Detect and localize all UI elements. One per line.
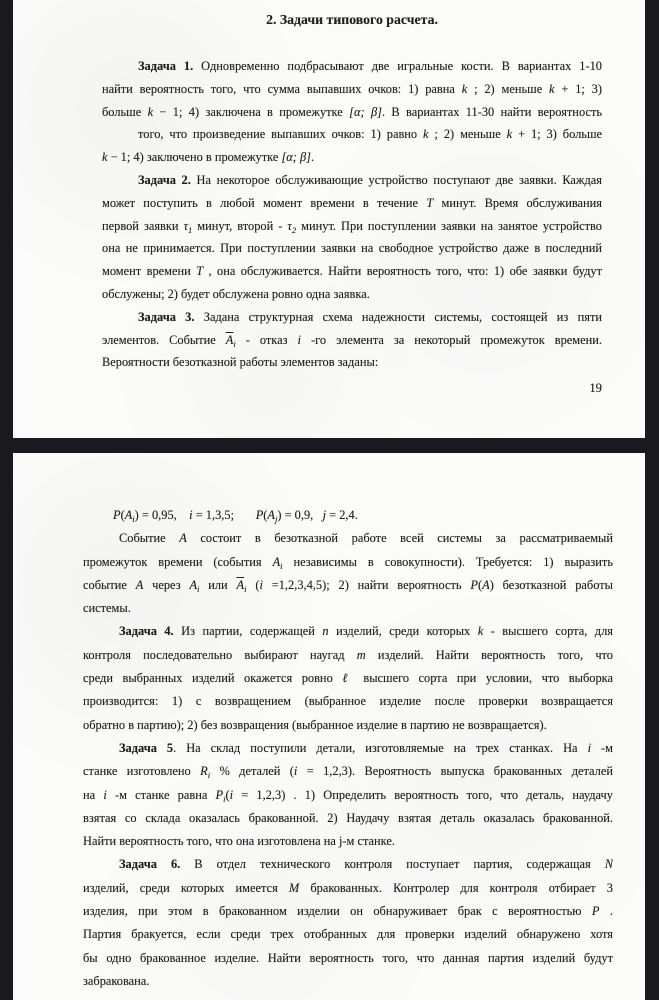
text-line <box>102 329 602 352</box>
text-segment: изделий, среди которых имеется <box>83 880 289 895</box>
text-line <box>83 714 613 737</box>
text-segment: A <box>482 577 490 592</box>
text-segment: =1,2,3,4,5); 2) найти вероятность <box>262 577 471 592</box>
text-segment: промежуток времени (события <box>83 554 273 569</box>
text-segment: P <box>215 787 224 802</box>
text-segment: ( <box>225 787 230 802</box>
text-segment: изделий, среди которых <box>328 624 478 639</box>
text-segment: [α; β] <box>349 104 382 119</box>
text-segment: Партия бракуется, если среди трех отобранных для проверки изделий обнаружено хотя <box>83 927 613 942</box>
text-segment: + 1; 3) <box>554 81 602 96</box>
text-line <box>83 690 613 713</box>
text-segment: $\overline{A}$ <box>236 577 245 592</box>
text-segment: - высшего сорта, для <box>483 624 613 639</box>
text-segment: i <box>103 787 107 802</box>
text-segment: - отказ <box>235 332 298 347</box>
text-segment: k <box>477 624 484 639</box>
text-line <box>83 947 613 970</box>
text-segment: m <box>356 647 366 662</box>
text-segment: независимы в совокупности). Требуется: 1) выразить <box>282 554 613 569</box>
text-segment: i <box>244 583 247 594</box>
text-segment: i <box>587 740 592 755</box>
text-segment: высшего сорта при условии, что выборка <box>353 671 613 686</box>
text-segment: = 1,2,3). Вероятность выпуска бракованных деталей <box>297 764 613 779</box>
text-line <box>102 192 602 215</box>
text-line <box>83 830 613 853</box>
text-segment: τ <box>183 218 189 233</box>
text-segment: i <box>293 764 298 779</box>
text-segment: ) = 0,95, <box>134 508 190 522</box>
text-segment: N <box>604 857 613 872</box>
text-segment: [α; β] <box>281 150 311 165</box>
text-segment: изделий. Найти вероятность того, что <box>365 647 613 662</box>
text-segment: T <box>426 195 434 210</box>
text-segment: Из партии, содержащей <box>173 624 323 639</box>
text-segment: ( <box>120 508 125 522</box>
text-segment: В отдел технического контроля поступает партия, содержащая <box>180 857 605 872</box>
text-segment: i <box>132 514 135 524</box>
text-segment: i <box>233 338 236 349</box>
text-segment: она не принимается. При поступлении заявки на свободное устройство даже в последний <box>102 241 602 256</box>
text-segment: станке изготовлено <box>83 764 201 779</box>
text-line <box>83 760 613 783</box>
text-segment: Одновременно подбрасывают две игральные кости. В вариантах 1-10 <box>193 59 602 73</box>
text-segment: ( <box>477 577 483 592</box>
text-segment: состоит в безотказной работе всей системы за рассматриваемый <box>186 531 613 546</box>
text-line <box>83 620 613 643</box>
text-segment: бы одно бракованное изделие. Найти вероятность того, что данная партия изделий будут <box>83 950 613 965</box>
text-segment: Задача 2. <box>138 172 191 187</box>
text-segment: элементов. Событие <box>102 332 226 347</box>
text-line <box>102 283 602 306</box>
text-segment: , она обслуживается. Найти вероятность того, что: 1) обе заявки будут <box>203 264 602 279</box>
text-segment: может поступить в любой момент времени в течение <box>102 195 427 210</box>
text-line <box>102 146 602 169</box>
text-segment: . В вариантах 11-30 найти вероятность <box>381 104 602 119</box>
page-number: 19 <box>589 381 602 396</box>
text-segment: k <box>147 104 154 119</box>
text-segment: = 1,3,5; <box>192 508 256 522</box>
text-segment: + 1; 3) больше <box>512 127 602 142</box>
text-segment: забракована. <box>83 973 150 988</box>
text-segment: P <box>113 508 121 522</box>
text-segment: или <box>199 577 237 592</box>
text-segment: Задача 1. <box>138 59 194 73</box>
text-segment: ( <box>263 508 268 522</box>
text-segment: i <box>223 793 226 804</box>
text-segment: обратно в партию); 2) без возвращения (выбранное изделие в партию не возвращается). <box>83 717 547 732</box>
text-line <box>83 644 613 667</box>
text-segment: ; 2) меньше <box>467 81 550 96</box>
text-segment: − 1; 4) заключено в промежутке <box>107 150 282 165</box>
text-segment: взятая со склада оказалась бракованной. 2) Наудачу взятая деталь оказалась бракованной. <box>83 810 613 825</box>
text-line <box>102 215 602 238</box>
text-segment: . <box>310 150 315 165</box>
text-segment: изделия, при этом в бракованном изделии он обнаруживает брак с вероятностью <box>83 904 592 919</box>
text-line <box>83 877 613 900</box>
text-segment: A <box>179 531 187 546</box>
text-segment: Задача 6. <box>119 857 181 872</box>
text-line <box>83 970 613 993</box>
text-line <box>102 78 602 101</box>
text-segment: n <box>322 624 329 639</box>
text-segment: A <box>272 554 281 569</box>
page-1-text <box>102 55 602 374</box>
text-segment: момент времени <box>102 264 197 279</box>
text-line <box>102 351 602 374</box>
text-segment: i <box>189 508 193 522</box>
text-segment: j <box>322 508 327 522</box>
text-line <box>102 123 602 146</box>
text-segment: k <box>506 127 513 142</box>
text-segment: i <box>197 583 200 594</box>
text-segment: ) = 0,9, <box>277 508 323 522</box>
text-segment: k <box>461 81 468 96</box>
text-segment: 2 <box>291 224 297 235</box>
text-segment: бракованных. Контролер для контроля отбирает 3 <box>299 880 613 895</box>
text-segment: минут. Время обслуживания <box>433 195 602 210</box>
text-segment: Вероятности безотказной работы элементов заданы: <box>102 355 379 370</box>
text-segment: i <box>280 560 283 571</box>
document-page-2 <box>13 453 645 1000</box>
page-2-text <box>83 504 613 993</box>
text-segment: M <box>288 880 300 895</box>
text-segment: 1 <box>188 224 193 235</box>
text-line <box>83 737 613 760</box>
text-segment: % деталей ( <box>210 764 294 779</box>
text-line <box>102 101 602 124</box>
text-line <box>83 923 613 946</box>
text-segment: A <box>124 508 133 522</box>
text-line <box>83 597 613 620</box>
text-segment: -го элемента за некоторый промежуток времени. <box>300 332 602 347</box>
text-segment: T <box>196 264 204 279</box>
text-segment: . На склад поступили детали, изготовляемые на трех станках. На <box>173 740 588 755</box>
text-segment: . <box>599 904 613 919</box>
text-segment: τ <box>287 218 292 233</box>
text-segment: A <box>135 577 144 592</box>
text-segment: -м <box>591 740 613 755</box>
text-segment: На некоторое обслуживающие устройство поступают две заявки. Каждая <box>190 172 602 187</box>
text-segment: = 1,2,3) . 1) Определить вероятность того, что деталь, наудачу <box>233 787 613 802</box>
text-line <box>83 551 613 574</box>
text-segment: ℓ <box>342 671 354 686</box>
text-segment: Событие <box>119 531 180 546</box>
text-segment: ) безотказной работы <box>489 577 613 592</box>
text-segment: k <box>549 81 555 96</box>
page-2-content <box>13 453 645 993</box>
text-segment: P <box>255 508 264 522</box>
text-segment: ( <box>246 577 260 592</box>
text-segment: обслужены; 2) будет обслужена ровно одна заявка. <box>102 286 370 301</box>
text-segment: = 2,4. <box>326 508 358 522</box>
text-segment: больше <box>102 104 148 119</box>
text-segment: P <box>591 904 600 919</box>
text-segment: событие <box>83 577 136 592</box>
text-line <box>83 853 613 876</box>
text-segment: системы. <box>83 601 131 616</box>
text-segment: Задача 3. <box>138 309 195 324</box>
text-segment: на <box>83 787 104 802</box>
text-segment: первой заявки <box>102 218 184 233</box>
text-segment: A <box>189 577 198 592</box>
text-line <box>102 260 602 283</box>
text-line <box>83 574 613 597</box>
text-segment: A <box>267 508 275 522</box>
text-segment: Задача 5 <box>119 740 174 755</box>
text-segment: ; 2) меньше <box>428 127 507 142</box>
text-line <box>83 807 613 830</box>
text-segment: i <box>229 787 234 802</box>
text-segment: минут, второй - <box>192 218 288 233</box>
text-segment: минут. При поступлении заявки на занятое устройство <box>296 218 602 233</box>
text-segment: контроля последовательно выбирают наугад <box>83 647 357 662</box>
text-segment: через <box>143 577 190 592</box>
text-segment: среди выбранных изделий окажется ровно <box>83 671 343 686</box>
text-segment: i <box>259 577 263 592</box>
text-line <box>102 306 602 329</box>
text-segment: k <box>423 127 429 142</box>
text-segment: Задача 4. <box>119 624 174 639</box>
text-segment: i <box>297 332 301 347</box>
text-segment: Задана структурная схема надежности системы, состоящей из пяти <box>194 309 602 324</box>
text-segment: j <box>275 514 278 524</box>
text-segment: R <box>200 764 208 779</box>
text-line <box>102 55 602 78</box>
text-line <box>83 784 613 807</box>
text-segment: i <box>207 770 211 781</box>
text-line <box>83 527 613 550</box>
text-segment: того, что произведение выпавших очков: 1) равно <box>138 127 424 142</box>
text-segment: $\overline{A}$ <box>225 332 234 347</box>
text-segment: k <box>102 150 108 165</box>
text-segment: P <box>470 577 478 592</box>
text-segment: Найти вероятность того, что она изготовлена на j-м станке. <box>83 834 395 849</box>
text-line <box>83 900 613 923</box>
formula-line <box>83 504 613 527</box>
text-line <box>102 169 602 192</box>
text-segment: -м станке равна <box>106 787 216 802</box>
text-segment: найти вероятность того, что сумма выпавших очков: 1) равна <box>102 81 462 96</box>
document-page-1 <box>13 0 645 438</box>
section-title: 2. Задачи типового расчета. <box>266 12 438 27</box>
text-segment: производится: 1) с возвращением (выбранное изделие после проверки возвращается <box>83 694 613 709</box>
text-line <box>102 237 602 260</box>
text-segment: − 1; 4) заключена в промежутке <box>153 104 350 119</box>
text-line <box>83 667 613 690</box>
page-1-content <box>13 0 645 398</box>
